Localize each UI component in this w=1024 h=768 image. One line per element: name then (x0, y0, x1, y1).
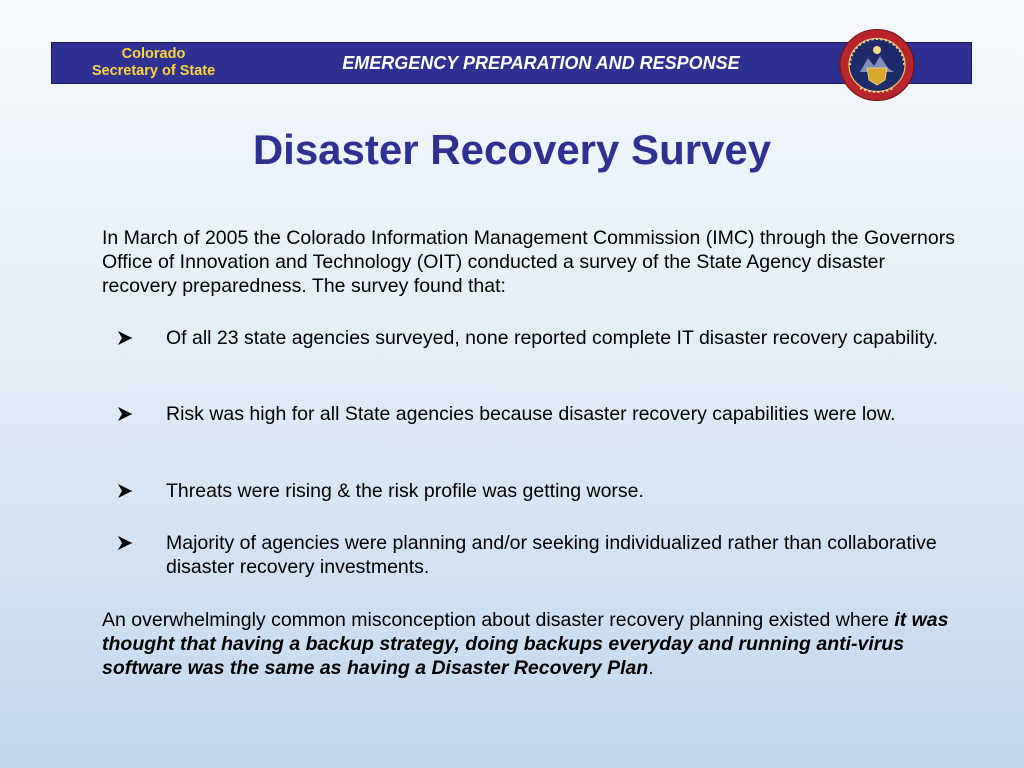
organization-name (51, 46, 256, 79)
closing-end: . (648, 657, 654, 679)
bullet-text: Of all 23 state agencies surveyed, none reported complete IT disaster recovery capability. (166, 327, 939, 349)
header-title: EMERGENCY PREPARATION AND RESPONSE (342, 53, 740, 73)
intro-paragraph: In March of 2005 the Colorado Information Management Commission (IMC) through the Governors Office of Innovation and Technology (OIT) conducted a survey of the State Agency disaster recovery preparedness. The survey found that: (102, 227, 955, 297)
arrow-bullet-icon (116, 326, 136, 350)
org-line-2: Secretary of State (91, 62, 216, 79)
arrow-bullet-icon (116, 479, 136, 503)
org-line-1: Colorado (121, 46, 186, 62)
closing-paragraph (102, 608, 962, 680)
arrow-bullet-icon (116, 531, 136, 555)
bullet-text: Threats were rising & the risk profile was getting worse. (166, 480, 644, 502)
closing-emphasis: it was thought that having a backup strategy, doing backups everyday and running anti-virus software was the same as having a Disaster Recovery Plan (102, 609, 949, 679)
bullet-text: Risk was high for all State agencies because disaster recovery capabilities were low. (166, 403, 896, 425)
closing-lead: An overwhelmingly common misconception about disaster recovery planning existed where (102, 609, 895, 631)
arrow-bullet-icon (116, 402, 136, 426)
state-seal-icon (838, 28, 916, 102)
slide-title: Disaster Recovery Survey (252, 126, 772, 173)
bullet-text: Majority of agencies were planning and/or seeking individualized rather than collaborative disaster recovery investments. (166, 532, 937, 578)
